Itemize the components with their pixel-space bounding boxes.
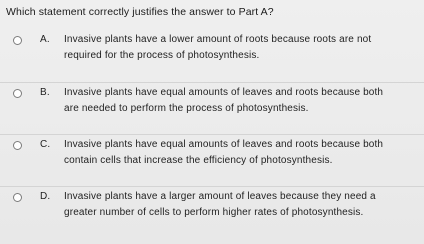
- option-a-text-line2: required for the process of photosynthesis.: [64, 50, 260, 61]
- radio-button-c[interactable]: [13, 141, 22, 150]
- option-c-letter: C.: [40, 139, 51, 150]
- option-b-text-line1: Invasive plants have equal amounts of leaves and roots because both: [64, 87, 384, 98]
- question-text: Which statement correctly justifies the answer to Part A?: [6, 6, 274, 18]
- option-a-first-line: [40, 34, 371, 45]
- option-c[interactable]: [0, 134, 424, 186]
- option-d[interactable]: [0, 186, 424, 238]
- option-d-first-line: [40, 191, 376, 202]
- option-a-letter: A.: [40, 34, 50, 45]
- option-a[interactable]: [0, 30, 424, 82]
- option-b-letter: B.: [40, 87, 50, 98]
- option-a-text-line1: Invasive plants have a lower amount of roots because roots are not: [64, 34, 372, 45]
- answer-options: [0, 30, 424, 238]
- option-d-letter: D.: [40, 191, 51, 202]
- option-c-text-line2: contain cells that increase the efficiency of photosynthesis.: [64, 155, 333, 166]
- option-d-text-line1: Invasive plants have a larger amount of leaves because they need a: [64, 191, 376, 202]
- option-c-first-line: [40, 139, 383, 150]
- radio-button-d[interactable]: [13, 193, 22, 202]
- option-b[interactable]: [0, 82, 424, 134]
- option-c-text-line1: Invasive plants have equal amounts of leaves and roots because both: [64, 139, 384, 150]
- radio-button-b[interactable]: [13, 89, 22, 98]
- radio-button-a[interactable]: [13, 36, 22, 45]
- option-b-text-line2: are needed to perform the process of photosynthesis.: [64, 103, 309, 114]
- option-b-first-line: [40, 87, 383, 98]
- option-d-text-line2: greater number of cells to perform higher rates of photosynthesis.: [64, 207, 364, 218]
